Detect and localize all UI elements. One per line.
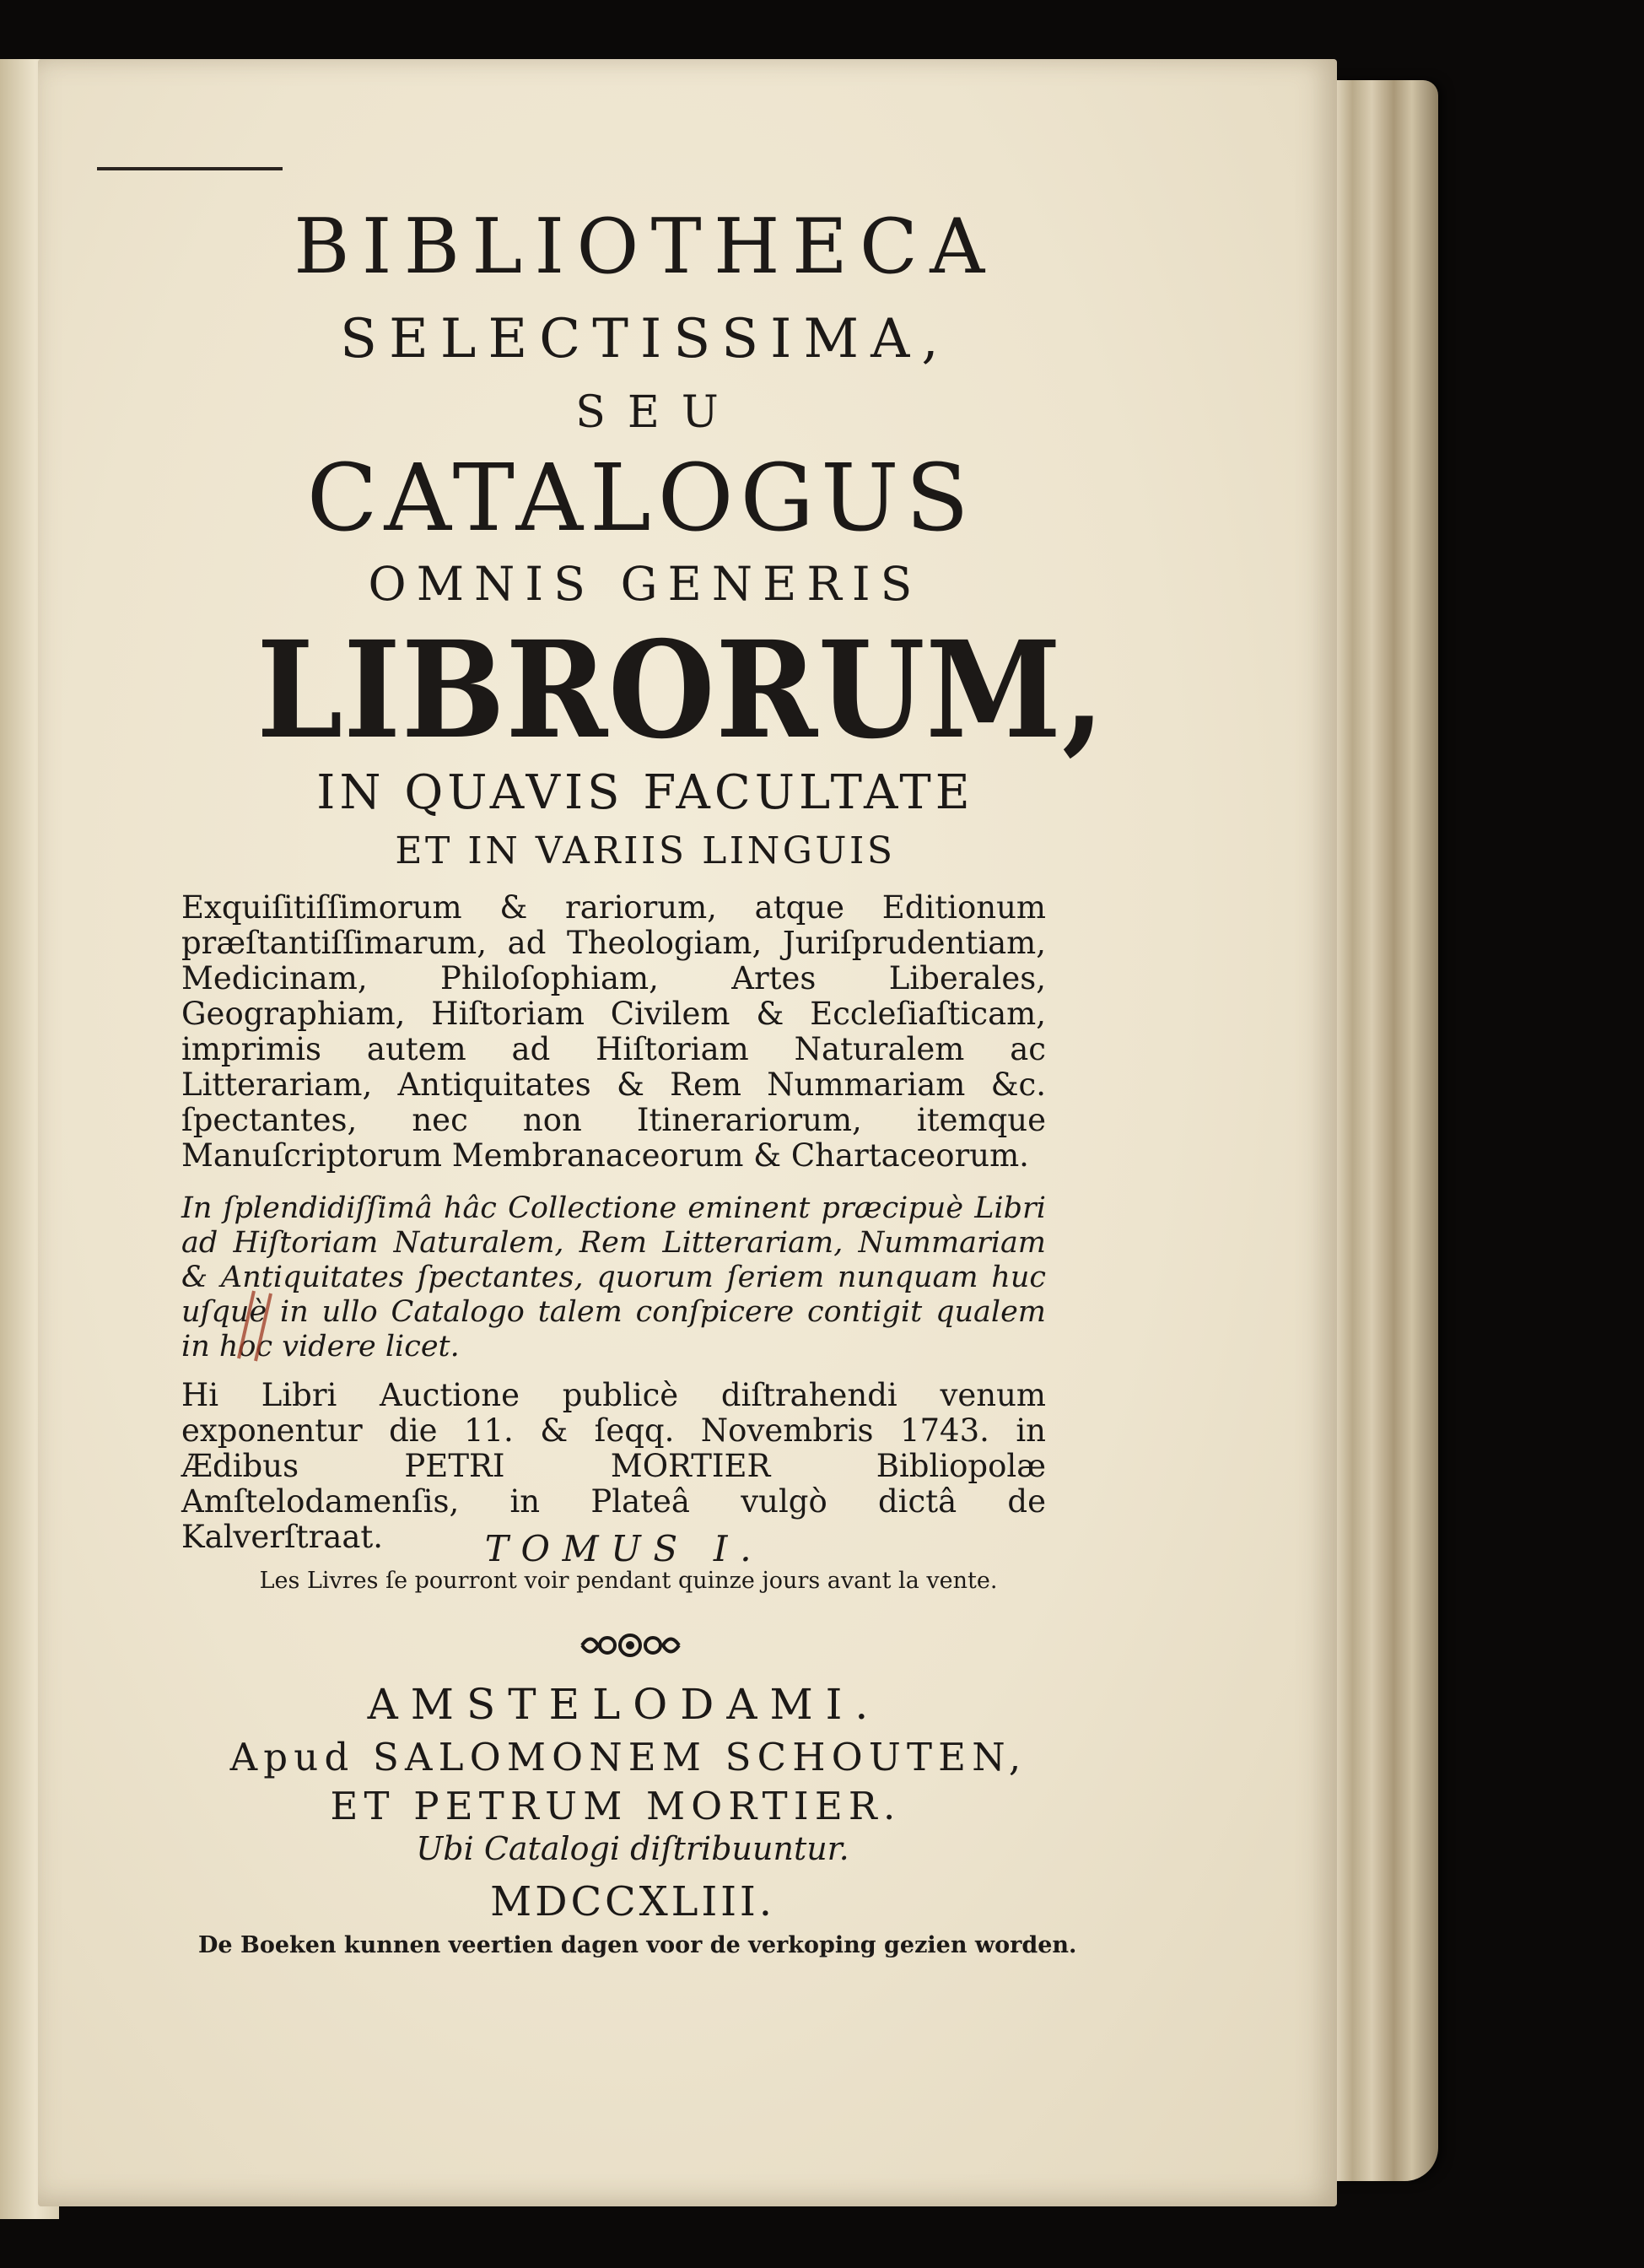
title-line-bibliotheca: BIBLIOTHECA xyxy=(294,202,997,291)
imprint-printer-1: Apud SALOMONEM SCHOUTEN, xyxy=(229,1735,1027,1779)
imprint-city: AMSTELODAMI. xyxy=(367,1680,881,1729)
dutch-note: De Boeken kunnen veertien dagen voor de verkoping gezien worden. xyxy=(198,1932,1077,1958)
title-page xyxy=(38,59,1337,2206)
tomus-label: TOMUS I. xyxy=(484,1528,764,1569)
title-line-seu: SEU xyxy=(575,387,741,438)
top-rule xyxy=(97,167,283,170)
title-line-in-quavis-facultate: IN QUAVIS FACULTATE xyxy=(316,765,974,820)
title-line-omnis-generis: OMNIS GENERIS xyxy=(368,557,923,611)
auction-paragraph: Hi Libri Auctione publicè diſtrahendi venum exponentur die 11. & ſeqq. Novembris 1743. in Ædibus PETRI MORTIER Bibliopolæ Amſtelodamenſis, in Plateâ vulgò dictâ de Kalverſtraat. xyxy=(181,1377,1046,1555)
italic-paragraph: In ſplendidiſſimâ hâc Collectione eminent præcipuè Libri ad Hiſtoriam Naturalem, Rem Litterariam, Nummariam & Antiquitates ſpectantes, quorum ſeriem nunquam huc uſquè in ullo Catalogo talem conſpicere contigit qualem in hoc videre licet. xyxy=(181,1191,1046,1364)
pencil-mark xyxy=(230,1287,281,1363)
french-note: Les Livres ſe pourront voir pendant quinze jours avant la vente. xyxy=(259,1568,998,1594)
title-line-catalogus: CATALOGUS xyxy=(306,444,976,552)
title-line-librorum: LIBRORUM, xyxy=(256,613,1106,769)
imprint-year: MDCCXLIII. xyxy=(490,1878,775,1925)
printer-ornament xyxy=(578,1628,683,1662)
title-line-et-in-variis-linguis: ET IN VARIIS LINGUIS xyxy=(395,829,896,872)
title-line-selectissima: SELECTISSIMA, xyxy=(340,308,951,370)
imprint-printer-2: ET PETRUM MORTIER. xyxy=(330,1784,902,1828)
description-paragraph: Exquiſitiſſimorum & rariorum, atque Editionum præſtantiſſimarum, ad Theologiam, Juriſprudentiam, Medicinam, Philoſophiam, Artes Liberales, Geographiam, Hiſtoriam Civilem & Eccleſiaſticam, imprimis autem ad Hiſtoriam Naturalem ac Litterariam, Antiquitates & Rem Nummariam &c. ſpectantes, nec non Itinerariorum, itemque Manuſcriptorum Membranaceorum & Chartaceorum. xyxy=(181,889,1046,1174)
imprint-distribution: Ubi Catalogi diſtribuuntur. xyxy=(416,1830,849,1867)
